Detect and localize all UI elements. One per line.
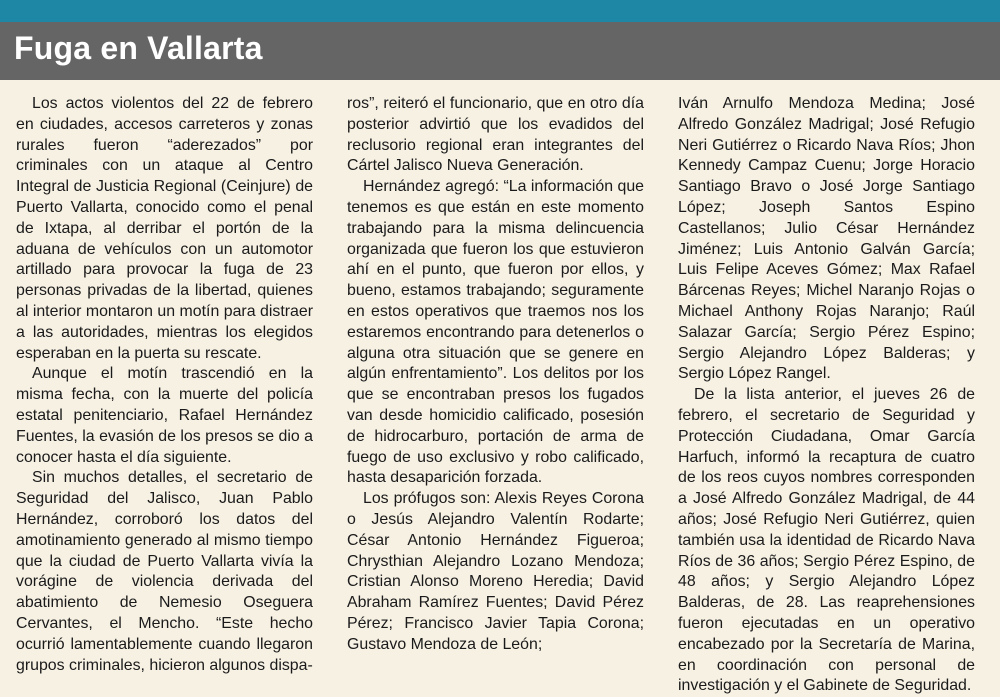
paragraph-continued: ros”, reiteró el funcionario, que en otro día posterior advirtió que los evadidos del reclusorio regional eran integrantes del Cártel Jalisco Nueva Generación. [347,95,644,175]
paragraph: De la lista anterior, el jueves 26 de febrero, el secretario de Seguridad y Protección Ciudadana, Omar García Harfuch, informó la recaptura de cuatro de los reos cuyos nombres corresponden a José Alfredo González Madrigal, de 44 años; José Refugio Neri Gutiérrez, quien también usa la identidad de Ricardo Nava Ríos de 36 años; Sergio Pérez Espino, de 48 años; y Sergio Alejandro López Balderas, de 28. Las reaprehensiones fueron ejecutadas en un operativo encabezado por la Secretaría de Marina, en coordinación con personal de investigación y el Gabinete de Seguridad. [678,386,975,695]
text-column-1 [16,94,313,676]
paragraph: Hernández agregó: “La información que tenemos es que están en este momento trabajando para la misma delincuencia organizada que fueron los que estuvieron ahí en el punto, que fueron por ellos, y bueno, estamos trabajando; seguramente en estos operativos que traemos nos los estaremos encontrando para detenerlos o alguna otra situación que se genere en algún enfrentamiento”. Los delitos por los que se encontraban presos los fugados van desde homicidio calificado, posesión de hidrocarburo, portación de arma de fuego de uso exclusivo y robo calificado, hasta desaparición forzada. [347,178,644,487]
paragraph: Los actos violentos del 22 de febrero en ciudades, accesos carreteros y zonas rurales fueron “aderezados” por criminales con un ataque al Centro Integral de Justicia Regional (Ceinjure) de Puerto Vallarta, conocido como el penal de Ixtapa, al derribar el portón de la aduana de vehículos con un automotor artillado para provocar la fuga de 23 personas privadas de la libertad, quienes al interior montaron un motín para distraer a las autoridades, mientras los elegidos esperaban en la puerta su rescate. [16,95,313,362]
paragraph: Aunque el motín trascendió en la misma fecha, con la muerte del policía estatal penitenciario, Rafael Hernández Fuentes, la evasión de los presos se dio a conocer hasta el día siguiente. [16,365,313,466]
paragraph: Sin muchos detalles, el secretario de Seguridad del Jalisco, Juan Pablo Hernández, corroboró los datos del amotinamiento generado al mismo tiempo que la ciudad de Puerto Vallarta vivía la vorágine de violencia derivada del abatimiento de Nemesio Oseguera Cervantes, el Mencho. “Este hecho ocurrió lamentablemente cuando llegaron grupos criminales, hicieron algunos dispa- [16,469,313,674]
top-accent-bar [0,0,1000,22]
article-header [0,22,1000,80]
text-column-2 [347,94,644,656]
paragraph: Los prófugos son: Alexis Reyes Corona o Jesús Alejandro Valentín Rodarte; César Antonio Hernández Figueroa; Chrysthian Alejandro Lozano Mendoza; Cristian Alonso Moreno Heredia; David Abraham Ramírez Fuentes; David Pérez Pérez; Francisco Javier Tapia Corona; Gustavo Mendoza de León; [347,490,644,653]
article-title: Fuga en Vallarta [14,30,263,66]
paragraph-continued: Iván Arnulfo Mendoza Medina; José Alfredo González Madrigal; José Refugio Neri Gutiérrez o Ricardo Nava Ríos; Jhon Kennedy Campaz Cuenu; Jorge Horacio Santiago Bravo o José Jorge Santiago López; Joseph Santos Espino Castellanos; Julio César Hernández Jiménez; Luis Antonio Galván García; Luis Felipe Aceves Gómez; Max Rafael Bárcenas Reyes; Michel Naranjo Rojas o Michael Anthony Rojas Naranjo; Raúl Salazar García; Sergio Pérez Espino; Sergio Alejandro López Balderas; y Sergio López Rangel. [678,95,975,383]
text-column-3 [678,94,975,697]
